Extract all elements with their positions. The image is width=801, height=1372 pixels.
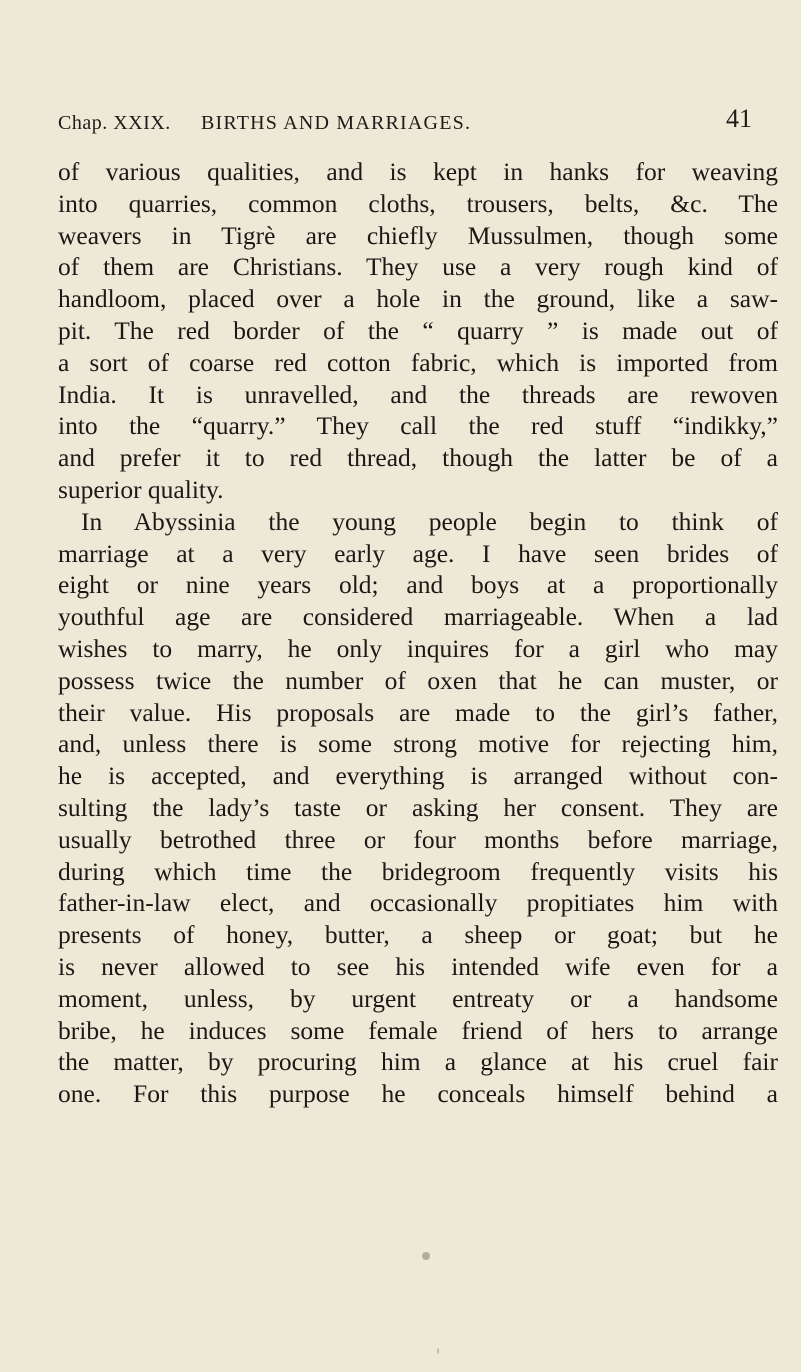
text-line: one. For this purpose he conceals himself behind a xyxy=(58,1079,778,1109)
text-line: bribe, he induces some female friend of hers to arrange xyxy=(58,1015,778,1045)
text-line: possess twice the number of oxen that he can muster, or xyxy=(58,665,778,695)
paper-speck xyxy=(437,1348,439,1354)
text-line: moment, unless, by urgent entreaty or a handsome xyxy=(58,983,778,1013)
body-text xyxy=(58,156,778,1110)
text-line: youthful age are considered marriageable. When a lad xyxy=(58,602,778,632)
text-line: is never allowed to see his intended wife even for a xyxy=(58,951,778,981)
paper-speck xyxy=(422,1252,430,1260)
text-line: into quarries, common cloths, trousers, belts, &c. The xyxy=(58,188,778,218)
text-line: and, unless there is some strong motive for rejecting him, xyxy=(58,729,778,759)
text-line: and prefer it to red thread, though the latter be of a xyxy=(58,443,778,473)
text-line: sulting the lady’s taste or asking her consent. They are xyxy=(58,792,778,822)
text-line: of various qualities, and is kept in hanks for weaving xyxy=(58,157,778,186)
running-head xyxy=(58,104,776,148)
text-line: during which time the bridegroom frequently visits his xyxy=(58,856,778,886)
paragraph-marriage xyxy=(58,506,778,1110)
paragraph-continued xyxy=(58,156,778,506)
text-line: presents of honey, butter, a sheep or goat; but he xyxy=(58,920,778,950)
chapter-label: Chap. XXIX. xyxy=(58,112,171,134)
text-line: In Abyssinia the young people begin to think of xyxy=(81,506,778,536)
page-number: 41 xyxy=(726,104,752,133)
text-line: a sort of coarse red cotton fabric, which is imported from xyxy=(58,347,778,377)
text-line: their value. His proposals are made to the girl’s father, xyxy=(58,697,778,727)
text-line: into the “quarry.” They call the red stuff “indikky,” xyxy=(58,411,778,441)
text-line: usually betrothed three or four months before marriage, xyxy=(58,824,778,854)
text-line: of them are Christians. They use a very rough kind of xyxy=(58,252,778,282)
running-title: BIRTHS AND MARRIAGES. xyxy=(201,112,472,134)
text-line: pit. The red border of the “ quarry ” is made out of xyxy=(58,315,778,345)
text-line: father-in-law elect, and occasionally propitiates him with xyxy=(58,888,778,918)
text-line: superior quality. xyxy=(58,474,224,504)
text-line: the matter, by procuring him a glance at his cruel fair xyxy=(58,1047,778,1077)
text-line: India. It is unravelled, and the threads are rewoven xyxy=(58,379,778,409)
text-line: eight or nine years old; and boys at a proportionally xyxy=(58,570,778,600)
text-line: handloom, placed over a hole in the ground, like a saw- xyxy=(58,284,778,314)
text-line: marriage at a very early age. I have seen brides of xyxy=(58,538,778,568)
text-line: he is accepted, and everything is arranged without con- xyxy=(58,761,778,791)
text-line: weavers in Tigrè are chiefly Mussulmen, though some xyxy=(58,220,778,250)
text-line: wishes to marry, he only inquires for a girl who may xyxy=(58,633,778,663)
